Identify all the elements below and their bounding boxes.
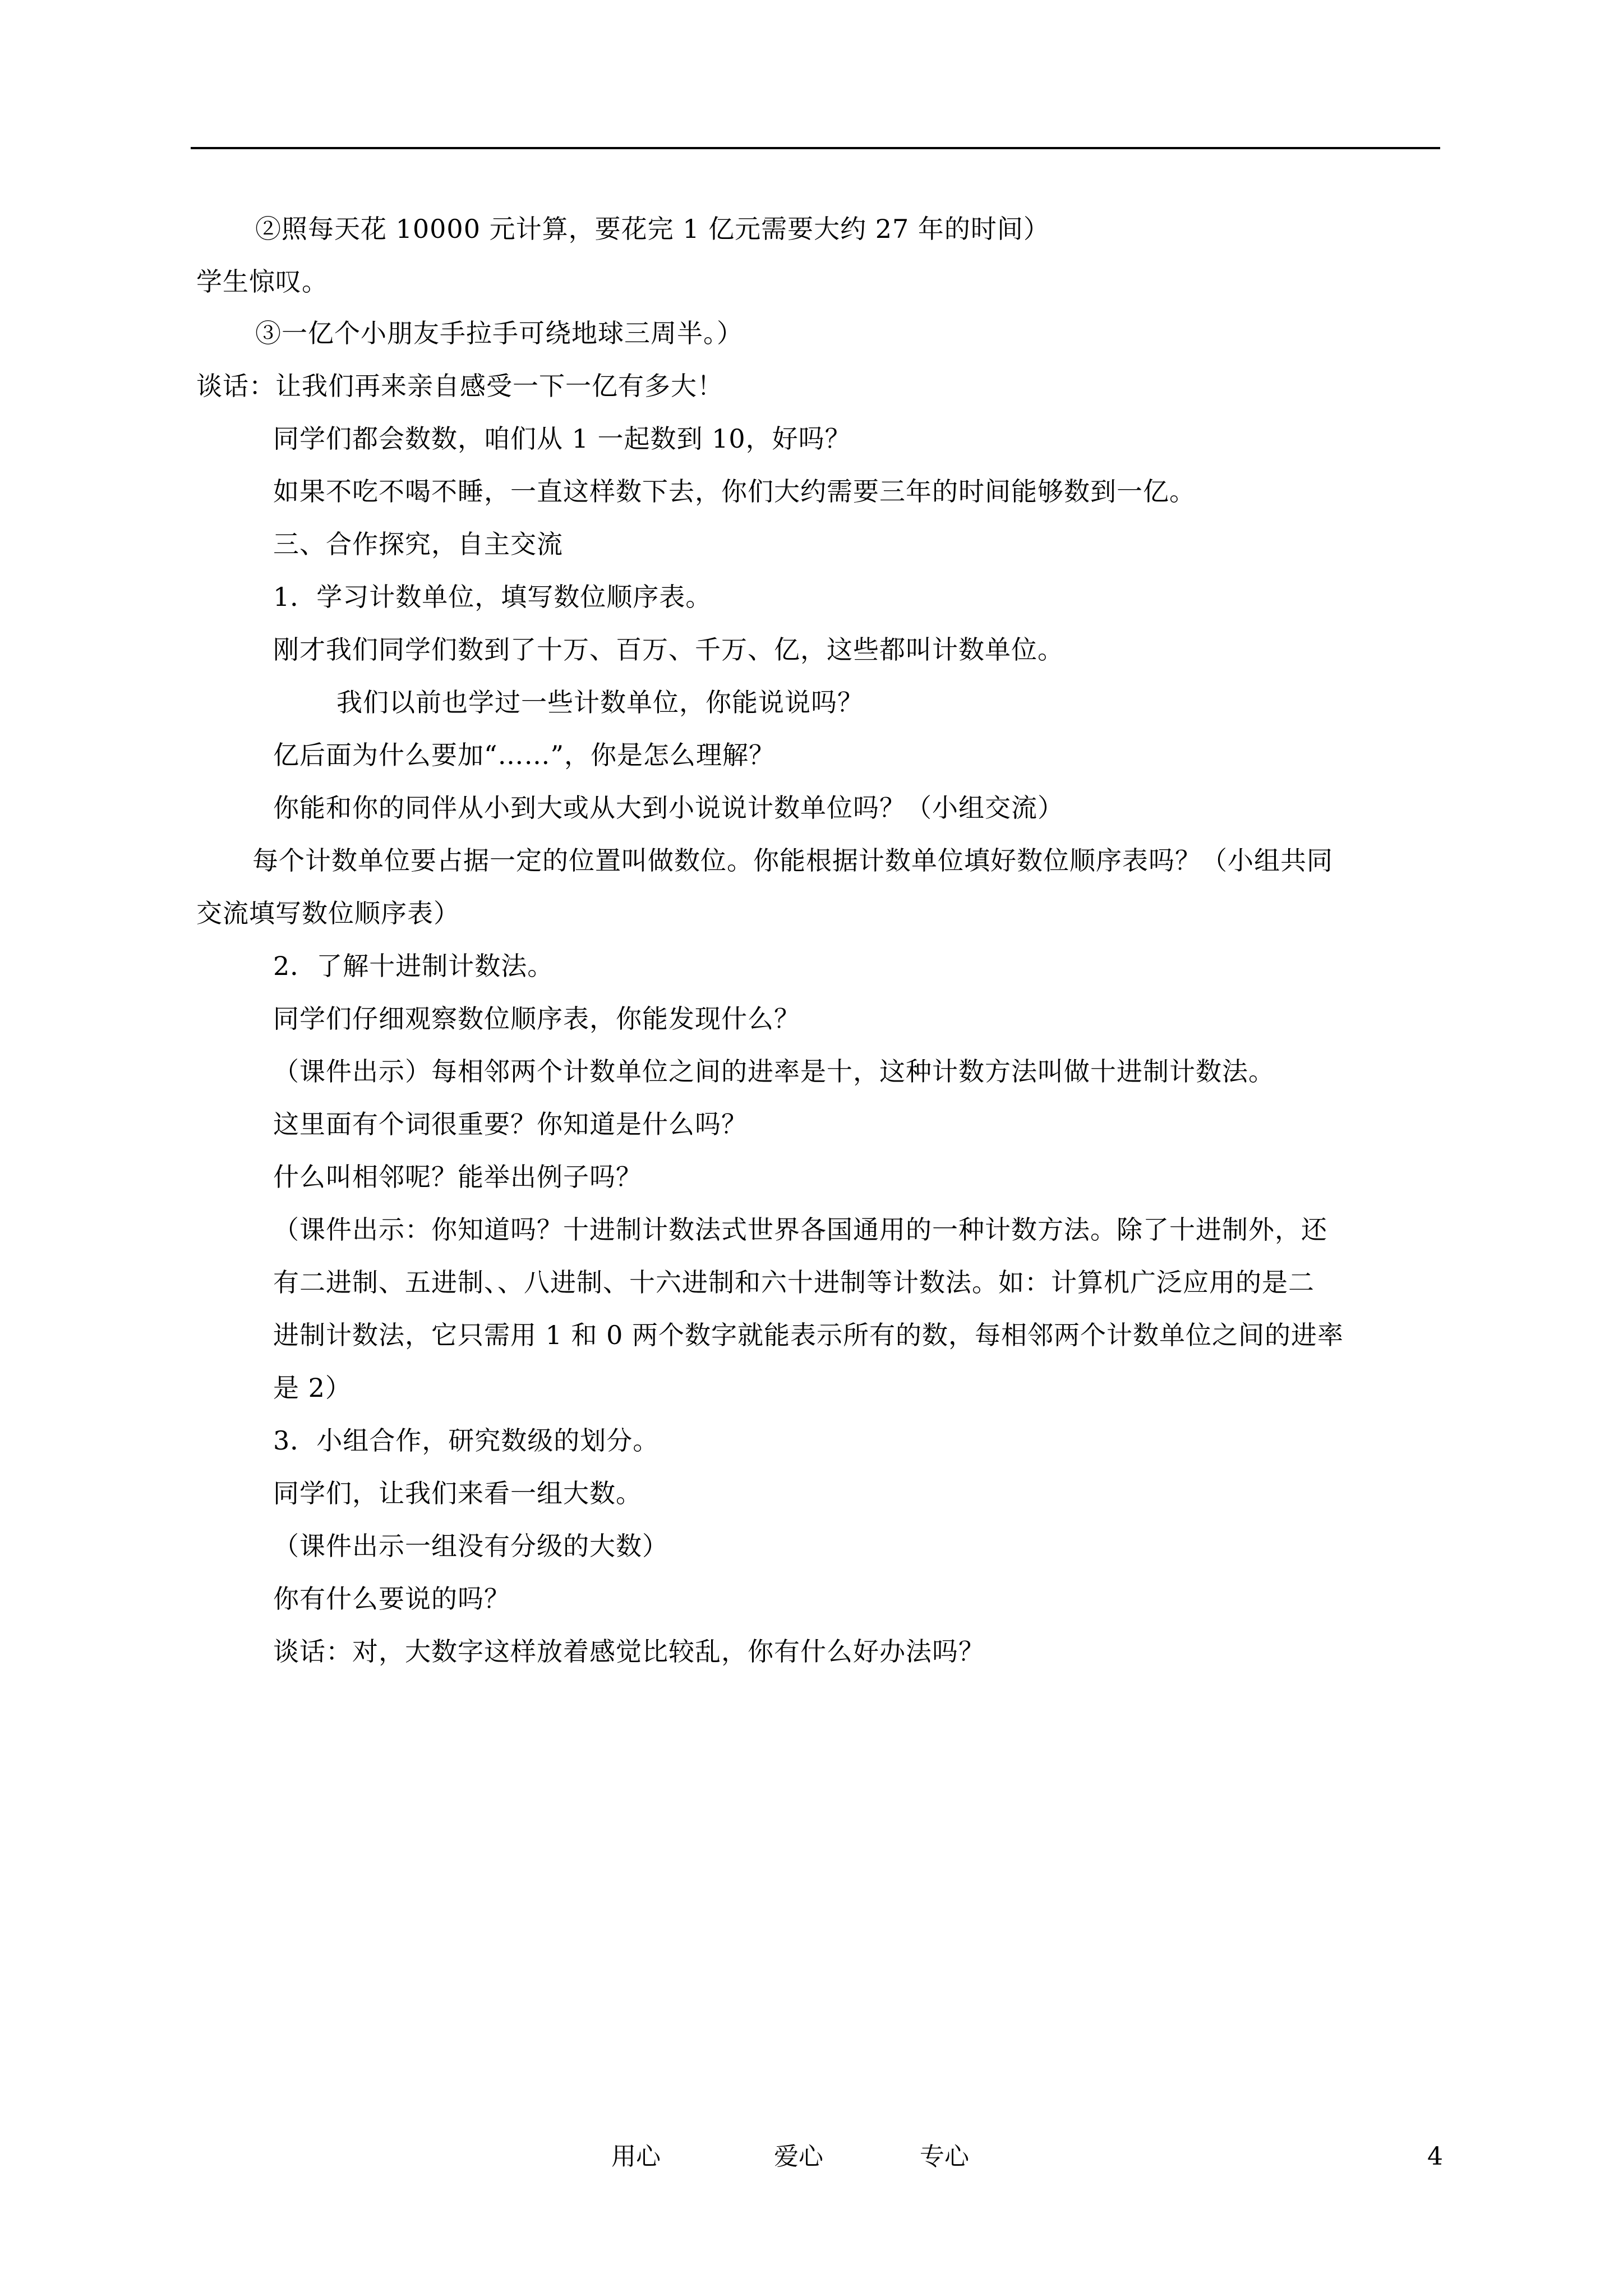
page-number: 4: [1427, 2142, 1443, 2171]
text-line: ②照每天花 10000 元计算，要花完 1 亿元需要大约 27 年的时间）: [255, 214, 1050, 244]
text-line: 谈话：让我们再来亲自感受一下一亿有多大！: [196, 371, 723, 401]
text-line: 你能和你的同伴从小到大或从大到小说说计数单位吗？（小组交流）: [273, 793, 1064, 823]
text-line: 你有什么要说的吗？: [273, 1584, 510, 1614]
text-line: 什么叫相邻呢？能举出例子吗？: [273, 1162, 642, 1192]
subsection-heading: 1．学习计数单位，填写数位顺序表。: [273, 582, 712, 612]
text-line: 每个计数单位要占据一定的位置叫做数位。你能根据计数单位填好数位顺序表吗？（小组共同: [252, 845, 1333, 876]
text-line: 如果不吃不喝不睡，一直这样数下去，你们大约需要三年的时间能够数到一亿。: [273, 476, 1196, 507]
text-line: 刚才我们同学们数到了十万、百万、千万、亿，这些都叫计数单位。: [273, 634, 1064, 665]
text-line: 交流填写数位顺序表）: [196, 898, 460, 928]
text-line: 是 2）: [273, 1373, 352, 1403]
text-line: （课件出示一组没有分级的大数）: [273, 1531, 668, 1561]
header-rule: [191, 147, 1440, 149]
text-line: （课件出示：你知道吗？十进制计数法式世界各国通用的一种计数方法。除了十进制外，还: [273, 1214, 1327, 1245]
text-line: 进制计数法，它只需用 1 和 0 两个数字就能表示所有的数，每相邻两个计数单位之间的进率: [273, 1320, 1344, 1350]
footer-motto-2: 爱心: [774, 2142, 823, 2171]
text-line: 同学们仔细观察数位顺序表，你能发现什么？: [273, 1004, 800, 1034]
text-line: ③一亿个小朋友手拉手可绕地球三周半。）: [255, 318, 743, 348]
text-line: （课件出示）每相邻两个计数单位之间的进率是十，这种计数方法叫做十进制计数法。: [273, 1056, 1275, 1087]
footer-motto-1: 用心: [611, 2142, 661, 2171]
text-line: 谈话：对，大数字这样放着感觉比较乱，你有什么好办法吗？: [273, 1636, 985, 1667]
text-line: 学生惊叹。: [196, 266, 328, 297]
subsection-heading: 3．小组合作，研究数级的划分。: [273, 1425, 660, 1456]
text-line: 同学们，让我们来看一组大数。: [273, 1478, 642, 1508]
text-line: 同学们都会数数，咱们从 1 一起数到 10，好吗？: [273, 424, 851, 454]
subsection-heading: 2．了解十进制计数法。: [273, 951, 554, 981]
footer-motto-3: 专心: [920, 2142, 969, 2171]
text-line: 这里面有个词很重要？你知道是什么吗？: [273, 1109, 748, 1139]
text-line: 我们以前也学过一些计数单位，你能说说吗？: [336, 687, 864, 717]
text-line: 亿后面为什么要加“……”，你是怎么理解？: [273, 740, 776, 770]
text-line: 有二进制、五进制、、八进制、十六进制和六十进制等计数法。如：计算机广泛应用的是二: [273, 1267, 1315, 1297]
section-heading: 三、合作探究，自主交流: [273, 529, 563, 559]
